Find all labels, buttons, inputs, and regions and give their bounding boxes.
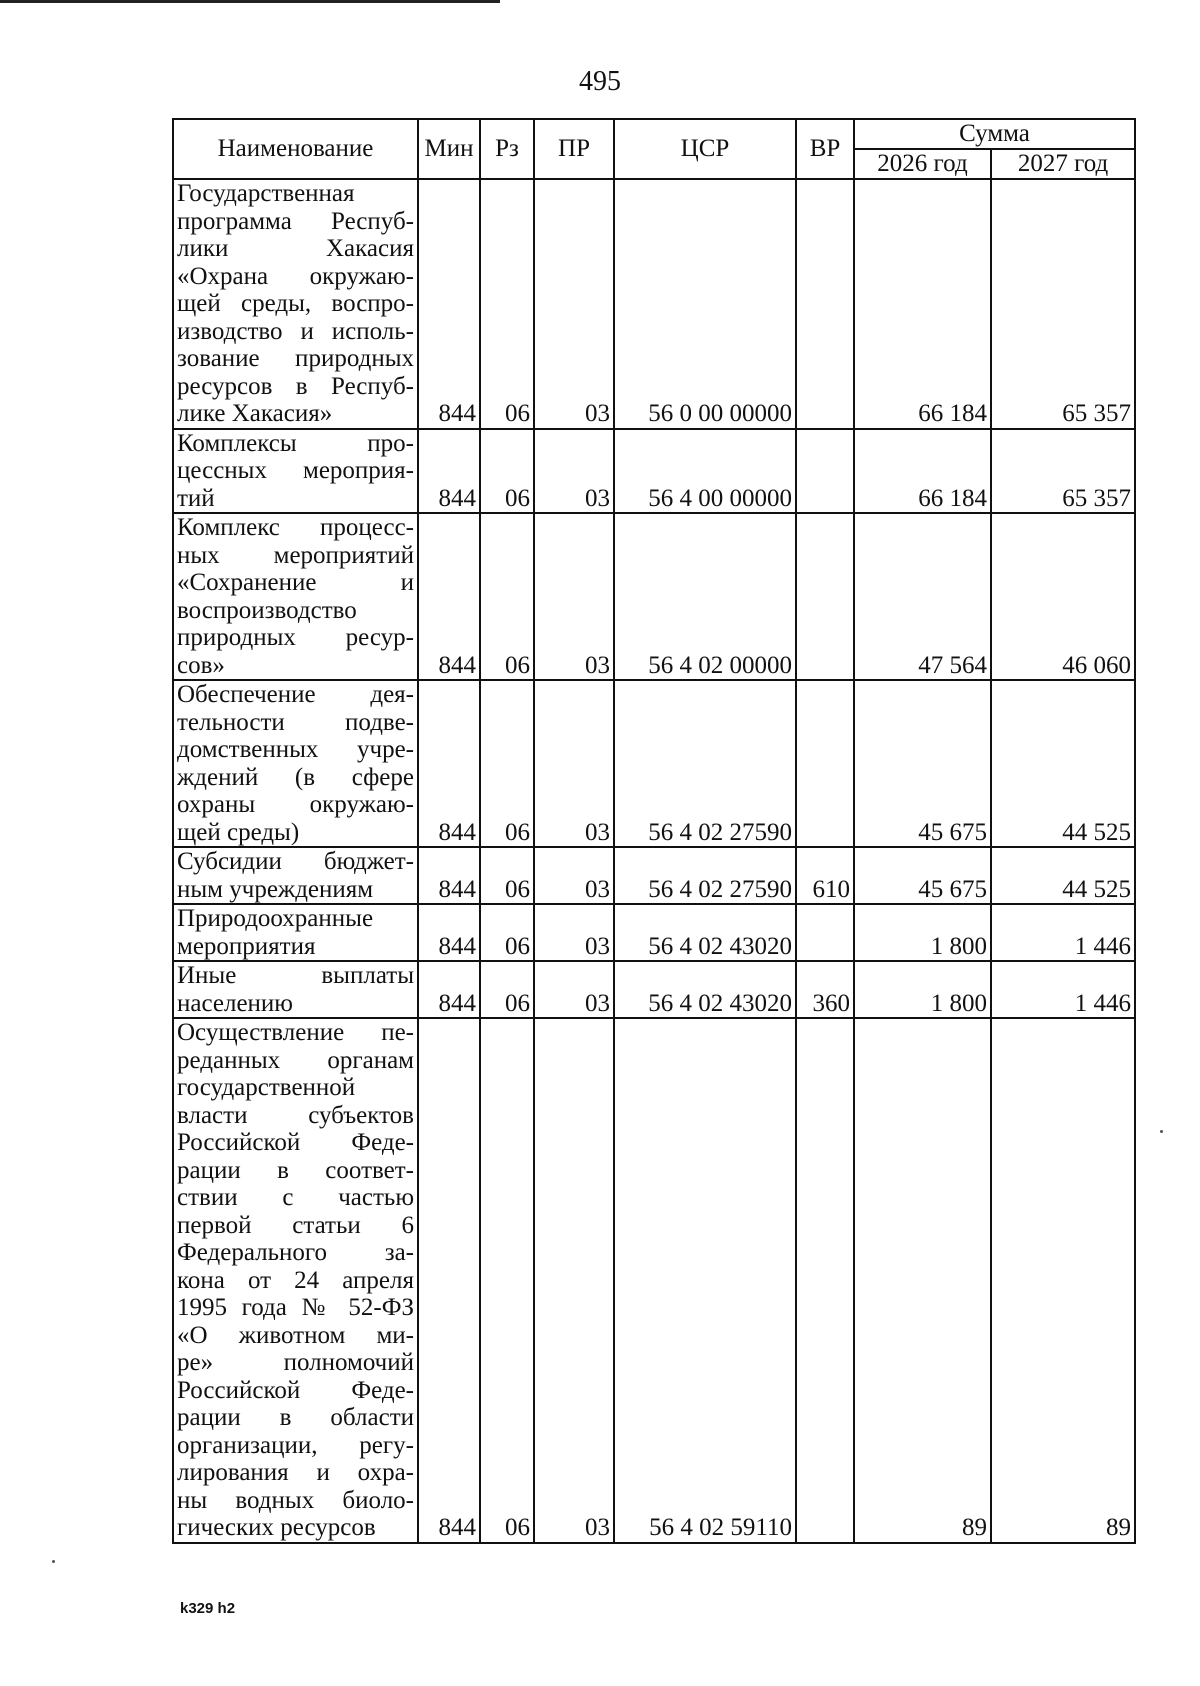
name-line: сов» [177,651,225,679]
cell-pr: 03 [534,961,614,1018]
header-year-2026: 2026 год [854,149,991,179]
name-line: Российской Феде- [177,1129,414,1156]
cell-rz: 06 [480,179,534,429]
cell-2026: 45 675 [854,680,991,847]
name-line: ных мероприятий [177,541,414,569]
name-line: ствии с частью [177,1184,414,1211]
cell-vr: 610 [796,847,854,904]
name-line: кона от 24 апреля [177,1266,414,1294]
name-line: изводство и исполь- [177,317,414,345]
name-line: зование природных [177,345,414,372]
name-line: гических ресурсов [177,1514,376,1541]
cell-2026: 47 564 [854,513,991,680]
cell-vr [796,904,854,961]
cell-2027: 65 357 [991,179,1135,429]
scan-top-edge [0,0,500,3]
cell-2026: 66 184 [854,429,991,514]
cell-name [173,904,418,961]
name-line: охраны окружаю- [177,791,414,818]
name-line: ре» полномочий [177,1349,414,1376]
name-line: Субсидии бюджет- [177,848,414,875]
name-line: «Охрана окружаю- [177,262,414,290]
name-line: природных ресур- [177,624,414,651]
header-vr: ВР [796,119,854,179]
name-line: мероприятия [177,932,316,960]
header-rz: Рз [480,119,534,179]
cell-rz: 06 [480,847,534,904]
header-min: Мин [418,119,480,179]
cell-name [173,1018,418,1543]
cell-2026: 66 184 [854,179,991,429]
cell-2027: 65 357 [991,429,1135,514]
cell-csr: 56 0 00 00000 [614,179,796,429]
cell-2026: 45 675 [854,847,991,904]
cell-2027: 44 525 [991,847,1135,904]
name-line: власти субъектов [177,1101,414,1129]
cell-min: 844 [418,513,480,680]
name-line: цессных мероприя- [177,457,414,484]
name-line: первой статьи 6 [177,1211,414,1239]
cell-2027: 1 446 [991,961,1135,1018]
cell-csr: 56 4 02 43020 [614,961,796,1018]
cell-min: 844 [418,1018,480,1543]
cell-csr: 56 4 02 43020 [614,904,796,961]
cell-2026: 1 800 [854,904,991,961]
cell-rz: 06 [480,680,534,847]
table-row [173,1018,1135,1543]
cell-2026: 89 [854,1018,991,1543]
cell-min: 844 [418,680,480,847]
cell-csr: 56 4 02 27590 [614,680,796,847]
name-line: населению [177,989,293,1017]
cell-min: 844 [418,961,480,1018]
cell-vr [796,513,854,680]
cell-pr: 03 [534,513,614,680]
name-line: государственной [177,1074,356,1101]
name-line: Российской Феде- [177,1376,414,1404]
cell-rz: 06 [480,429,534,514]
cell-pr: 03 [534,904,614,961]
name-line: Комплекс процесс- [177,514,414,541]
name-line: домственных учре- [177,736,414,763]
name-line: Федерального за- [177,1239,414,1266]
cell-min: 844 [418,847,480,904]
cell-pr: 03 [534,1018,614,1543]
table-row [173,429,1135,514]
name-line: Осуществление пе- [177,1019,414,1046]
name-line: тий [177,484,215,512]
table-row [173,513,1135,680]
cell-name [173,429,418,514]
cell-rz: 06 [480,904,534,961]
cell-rz: 06 [480,961,534,1018]
footer-code: k329 h2 [180,1600,236,1617]
cell-name [173,847,418,904]
header-name: Наименование [173,119,418,179]
name-line: ресурсов в Респуб- [177,372,414,400]
scan-speck [1160,1130,1163,1133]
name-line: «Сохранение и [177,569,414,596]
table-body [173,179,1135,1543]
cell-vr: 360 [796,961,854,1018]
table-row [173,847,1135,904]
name-line: щей среды, воспро- [177,290,414,317]
cell-name [173,680,418,847]
name-line: ны водных биоло- [177,1486,414,1514]
cell-pr: 03 [534,847,614,904]
cell-csr: 56 4 02 59110 [614,1018,796,1543]
cell-pr: 03 [534,429,614,514]
cell-2026: 1 800 [854,961,991,1018]
name-line: Иные выплаты [177,962,414,989]
cell-name [173,513,418,680]
cell-csr: 56 4 02 27590 [614,847,796,904]
name-line: лики Хакасия [177,235,414,262]
cell-2027: 44 525 [991,680,1135,847]
name-line: организации, регу- [177,1431,414,1459]
name-line: тельности подве- [177,708,414,736]
name-line: рации в соответ- [177,1156,414,1184]
cell-vr [796,429,854,514]
cell-min: 844 [418,429,480,514]
name-line: щей среды) [177,818,300,846]
name-line: «О животном ми- [177,1321,414,1349]
table-row [173,904,1135,961]
name-line: ждений (в сфере [177,763,414,791]
scan-speck [52,1560,55,1563]
cell-vr [796,680,854,847]
cell-2027: 1 446 [991,904,1135,961]
cell-vr [796,1018,854,1543]
name-line: Государственная [177,180,355,207]
budget-table [172,118,1136,1544]
name-line: воспроизводство [177,596,357,624]
name-line: реданных органам [177,1046,414,1074]
name-line: лике Хакасия» [177,400,333,427]
name-line: Обеспечение дея- [177,681,414,708]
cell-2027: 46 060 [991,513,1135,680]
header-year-2027: 2027 год [991,149,1135,179]
cell-vr [796,179,854,429]
cell-2027: 89 [991,1018,1135,1543]
cell-csr: 56 4 00 00000 [614,429,796,514]
cell-pr: 03 [534,680,614,847]
name-line: Комплексы про- [177,429,414,457]
cell-name [173,961,418,1018]
table-row [173,179,1135,429]
cell-csr: 56 4 02 00000 [614,513,796,680]
cell-rz: 06 [480,1018,534,1543]
header-csr: ЦСР [614,119,796,179]
cell-pr: 03 [534,179,614,429]
header-pr: ПР [534,119,614,179]
header-sum: Сумма [854,119,1135,149]
cell-name [173,179,418,429]
name-line: Природоохранные [177,905,374,932]
name-line: рации в области [177,1404,414,1431]
name-line: программа Респуб- [177,207,414,235]
table-row [173,680,1135,847]
name-line: 1995 года № 52-ФЗ [177,1294,414,1321]
cell-min: 844 [418,179,480,429]
name-line: ным учреждениям [177,875,374,903]
name-line: лирования и охра- [177,1459,414,1486]
table-header-row [173,119,1135,149]
table-row [173,961,1135,1018]
cell-rz: 06 [480,513,534,680]
page-number: 495 [579,66,621,97]
cell-min: 844 [418,904,480,961]
